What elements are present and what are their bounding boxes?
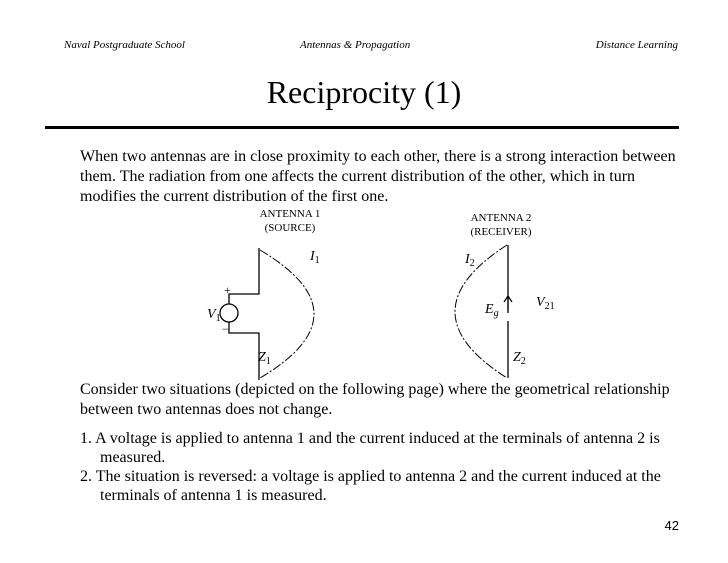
header-program: Distance Learning [595, 39, 678, 51]
slide-title: Reciprocity (1) [266, 74, 462, 110]
antenna2-voltage-label: $V_{21}$ [536, 295, 555, 312]
page-number: 42 [664, 518, 679, 533]
antenna1-name: ANTENNA 1 [259, 208, 321, 220]
antenna2-name: ANTENNA 2 [470, 212, 532, 224]
antenna1-role: (SOURCE) [264, 222, 316, 234]
antenna1-voltage-label: $V_1$ [207, 307, 221, 324]
list-item: 1. A voltage is applied to antenna 1 and the current induced at the terminals of antenna 2 is measured. [80, 430, 660, 466]
antenna2-role: (RECEIVER) [470, 226, 532, 238]
antenna1-impedance-label: $Z_1$ [258, 350, 271, 367]
antenna1-dipole [220, 248, 259, 380]
list-item: 2. The situation is reversed: a voltage is applied to antenna 2 and the current induced at the terminals of antenna 1 is measured. [80, 468, 661, 504]
title-divider [45, 126, 679, 129]
antenna2-impedance-label: $Z_2$ [513, 350, 526, 367]
antenna1-minus: − [222, 322, 229, 336]
consider-paragraph: Consider two situations (depicted on the following page) where the geometrical relationship between two antennas does not change. [80, 381, 670, 418]
antenna2-current-label: $I_2$ [465, 252, 475, 269]
antenna-diagram [0, 200, 728, 380]
antenna1-plus: + [224, 283, 231, 297]
antenna2-induced-field-arrow [504, 296, 512, 310]
header-institution: Naval Postgraduate School [64, 39, 185, 51]
antenna2-current-distribution [455, 245, 507, 378]
antenna2-field-label: $E_g$ [485, 302, 499, 319]
intro-paragraph: When two antennas are in close proximity to each other, there is a strong interaction between them. The radiation from one affects the current distribution of the other, which in turn modifies the current distribution of the first one. [80, 148, 676, 205]
header-course: Antennas & Propagation [300, 39, 411, 51]
antenna1-current-label: $I_1$ [310, 249, 320, 266]
